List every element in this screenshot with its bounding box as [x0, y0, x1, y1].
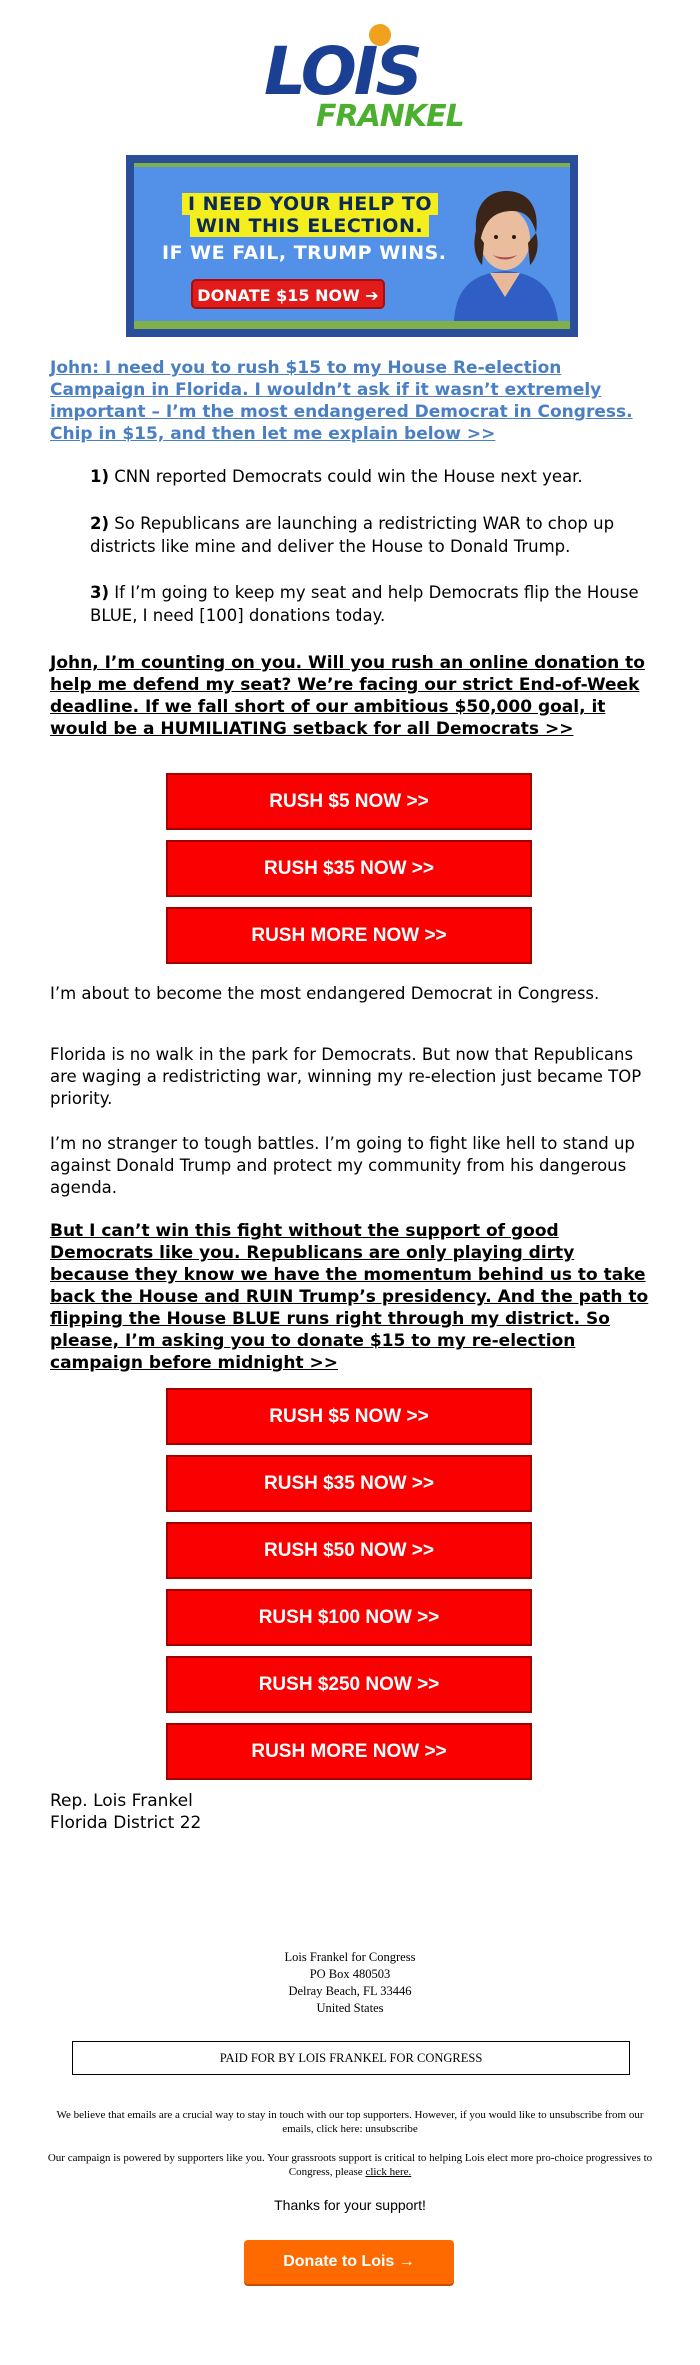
rush-50-button[interactable]: RUSH $50 NOW >> [166, 1522, 532, 1579]
svg-text:LOIS: LOIS [264, 33, 420, 110]
banner-headline-2: WIN THIS ELECTION. [190, 215, 429, 237]
rush-5-button[interactable]: RUSH $5 NOW >> [166, 773, 532, 830]
banner-headline-1: I NEED YOUR HELP TO [182, 193, 438, 215]
list-item-number: 2) [90, 514, 110, 533]
body-paragraph: I’m no stranger to tough battles. I’m going to fight like hell to stand up against Donald Trump and protect my community from his dangerous agenda. [50, 1134, 635, 1197]
list-item [90, 512, 660, 558]
donate-to-lois-button[interactable]: Donate to Lois → [244, 2240, 454, 2284]
click-here-link[interactable]: click here. [365, 2166, 412, 2178]
powered-notice: Our campaign is powered by supporters like you. Your grassroots support is critical to helping Lois elect more pro-choice progressives to Congress, please click here. [47, 2152, 653, 2178]
rush-35-button[interactable]: RUSH $35 NOW >> [166, 840, 532, 897]
footer-org: Lois Frankel for Congress [284, 1950, 416, 1964]
rush-5-button[interactable]: RUSH $5 NOW >> [166, 1388, 532, 1445]
rush-100-button[interactable]: RUSH $100 NOW >> [166, 1589, 532, 1646]
unsubscribe-notice[interactable]: We believe that emails are a crucial way to stay in touch with our top supporters. However, if you would like to unsubscribe from our emails, click here: unsubscribe [56, 2109, 644, 2135]
list-item-text: If I’m going to keep my seat and help Democrats flip the House BLUE, I need [100] donations today. [90, 583, 639, 625]
footer-city: Delray Beach, FL 33446 [288, 1984, 412, 1998]
appeal-link-1[interactable]: John, I’m counting on you. Will you rush an online donation to help me defend my seat? We’re facing our strict End-of-Week deadline. If we fall short of our ambitious $50,000 goal, it would be a HUMILIATING setback for all Democrats >> [50, 653, 645, 739]
rush-more-button[interactable]: RUSH MORE NOW >> [166, 907, 532, 964]
list-item-number: 1) [90, 467, 110, 486]
body-paragraph: I’m about to become the most endangered Democrat in Congress. [50, 984, 600, 1003]
thanks-message: Thanks for your support! [274, 2197, 426, 2213]
campaign-logo [258, 22, 464, 137]
body-paragraph: Florida is no walk in the park for Democrats. But now that Republicans are waging a redistricting war, winning my re-election just became TOP priority. [50, 1045, 642, 1108]
lead-donate-link[interactable]: John: I need you to rush $15 to my House Re-election Campaign in Florida. I wouldn’t ask if it wasn’t extremely important – I’m the most endangered Democrat in Congress. Chip in $15, and then let me explain below >> [50, 358, 633, 444]
footer-po-box: PO Box 480503 [309, 1967, 391, 1981]
list-item [90, 465, 660, 488]
candidate-photo [446, 173, 564, 321]
signature-district: Florida District 22 [50, 1813, 202, 1833]
paid-for-disclaimer: PAID FOR BY LOIS FRANKEL FOR CONGRESS [72, 2041, 630, 2075]
banner-headline-3: IF WE FAIL, TRUMP WINS. [162, 242, 447, 264]
rush-more-button[interactable]: RUSH MORE NOW >> [166, 1723, 532, 1780]
rush-250-button[interactable]: RUSH $250 NOW >> [166, 1656, 532, 1713]
list-item [90, 581, 660, 627]
signature-name: Rep. Lois Frankel [50, 1791, 193, 1811]
list-item-text: CNN reported Democrats could win the House next year. [114, 467, 583, 486]
banner-donate-button[interactable]: DONATE $15 NOW ➔ [191, 279, 385, 309]
hero-banner[interactable] [126, 155, 578, 337]
rush-35-button[interactable]: RUSH $35 NOW >> [166, 1455, 532, 1512]
appeal-link-2[interactable]: But I can’t win this fight without the support of good Democrats like you. Republicans are only playing dirty because they know we have the momentum behind us to take back the House and RUIN Trump’s presidency. And the path to flipping the House BLUE runs right through my district. So please, I’m asking you to donate $15 to my re-election campaign before midnight >> [50, 1221, 649, 1373]
footer-country: United States [316, 2001, 384, 2015]
list-item-number: 3) [90, 583, 110, 602]
lois-frankel-logo [258, 22, 464, 137]
signature [50, 1790, 201, 1834]
svg-text:FRANKEL: FRANKEL [316, 99, 464, 134]
list-item-text: So Republicans are launching a redistricting WAR to chop up districts like mine and deliver the House to Donald Trump. [90, 514, 615, 556]
footer-address [0, 1949, 700, 2017]
